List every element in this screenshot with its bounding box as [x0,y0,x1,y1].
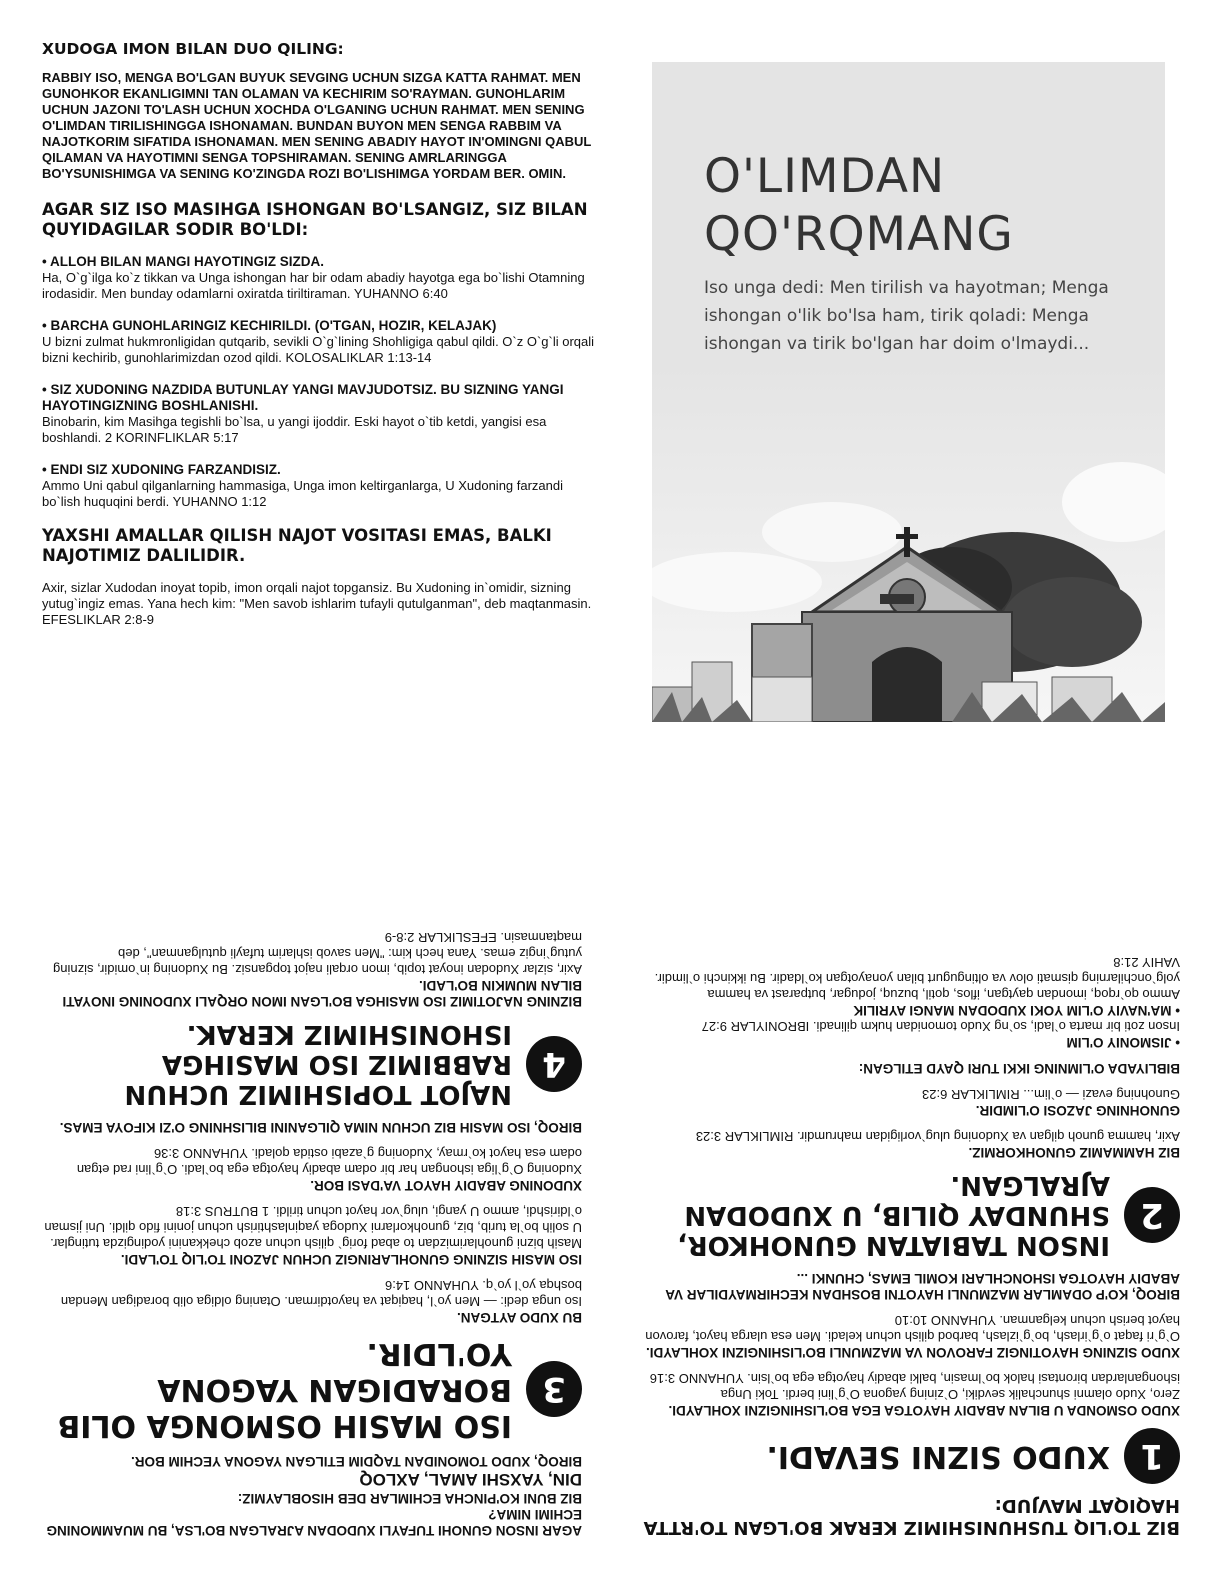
s1-p1-label: XUDO OSMONDA U BILAN ABADIY HAYOTGA EGA BO'LISHINGIZNI XOHLAYDI. [668,1403,1180,1418]
section-3-title: ISO MASIH OSMONGA OLIB BORADIGAN YAGONA YO'LDIR. [57,1336,512,1443]
section-3-header [42,1335,582,1443]
cover-title-line-2: QO'RQMANG [704,207,1014,262]
s2-p5-label: • MA'NAVIY O'LIM YOKI XUDODAN MANGI AYRILIK [853,1003,1180,1018]
s1-p3-label: BIROQ, KO'P ODAMLAR MAZMUNLI HAYOTNI BOSHDAN KECHIRMAYDILAR VA ABADIY HAYOTGA ISHONCHLARI KOMIL EMAS, CHUNKI ... [665,1271,1180,1302]
point-3-label: • SIZ XUDONING NAZDIDA BUTUNLAY YANGI MAVJUDOTSIZ. BU SIZNING YANGI HAYOTINGIZNING BOSHLANISHI. [42,382,564,413]
s3-p4-label: BIROQ, ISO MASIH BIZ UCHUN NIMA QILGANINI BILISHNING O'ZI KIFOYA EMAS. [59,1120,582,1135]
prayer-section [42,40,602,628]
s1-p2-label: XUDO SIZNING HAYOTINGIZ FAROVON VA MAZMUNLI BO'LISHINGIZNI XOHLAYDI. [646,1345,1180,1360]
s3-p3-label: XUDONING ABADIY HAYOT VA'DASI BOR. [310,1178,582,1193]
works-heading: YAXSHI AMALLAR QILISH NAJOT VOSITASI EMAS, BALKI NAJOTIMIZ DALILIDIR. [42,526,552,565]
prayer-title: XUDOGA IMON BILAN DUO QILING: [42,40,344,58]
cover-verse: Iso unga dedi: Men tirilish va hayotman; Menga ishongan o'lik bo'lsa ham, tirik qoladi: Menga ishongan va tirik bo'lgan har doim o'lmaydi... [704,278,1109,354]
point-2-label: • BARCHA GUNOHLARINGIZ KECHIRILDI. (O'TGAN, HOZIR, KELAJAK) [42,318,497,333]
point-3-text: Binobarin, kim Masihga tegishli bo`lsa, u yangi ijoddir. Eski hayot o`tib ketdi, yangisi esa boshlandi. 2 KORINFLIKLAR 5:17 [42,414,547,445]
section-1-header [640,1428,1180,1484]
s1-p2-text: O`g`ri faqat o`g`irlash, bo`g`izlash, barbod qilish uchun keladi. Men esa ularga hayot, farovon hayot berish uchun kelganman. YUHANNO 10:10 [645,1313,1180,1344]
section-2-title: INSON TABIATAN GUNOHKOR, SHUNDAY QILIB, U XUDODAN AJRALGAN. [677,1170,1110,1260]
point-1-label: • ALLOH BILAN MANGI HAYOTINGIZ SIZDA. [42,254,324,269]
section-4-title: NAJOT TOPISHIMIZ UCHUN RABBIMIZ ISO MASIHGA ISHONISHIMIZ KERAK. [124,1019,512,1109]
s3-p1-text: Iso unga dedi: — Men yo`l, haqiqat va hayotdirman. Otaning oldiga olib boradigan Mendan boshqa yo`l yo`q. YUHANNO 14:6 [60,1278,582,1309]
point-4 [42,462,602,510]
point-4-text: Ammo Uni qabul qilganlarning hammasiga, Unga imon keltirganlarga, U Xudoning farzandi bo`lish huquqini berdi. YUHANNO 1:12 [42,478,564,509]
s2-p5-text: Ammo qo`rqoq, imondan qaytgan, iflos, qotil, buzuq, jodugar, butparast va hamma yolg`onchilarning qismati olov va oltingugurt bilan yonayotgan ko`ldadir. Bu ikkinchi o`limdir. VAHIY 21:8 [654,955,1180,1002]
four-truths-intro: BIZ TO'LIQ TUSHUNISHIMIZ KERAK BO'LGAN TO'RTTA HAQIQAT MAVJUD: [643,1495,1180,1538]
s3-p1-label: BU XUDO AYTGAN. [456,1310,582,1325]
section-3-number: 3 [526,1361,582,1417]
only-solution: BIROQ, XUDO TOMONIDAN TAQDIM ETILGAN YAGONA YECHIM BOR. [130,1454,582,1469]
cover-title-line-1: O'LIMDAN [704,149,946,204]
prayer-text: RABBIY ISO, MENGA BO'LGAN BUYUK SEVGING UCHUN SIZGA KATTA RAHMAT. MEN GUNOHKOR EKANLIGIMNI TAN OLAMAN VA KECHIRIM SO'RAYMAN. GUNOHLARIM UCHUN JAZONI TO'LASH UCHUN XOCHDA O'LGANING UCHUN RAHMAT. MEN SENING O'LIMDAN TIRILISHINGGA ISHONAMAN. BUNDAN BUYON MEN SENGA RABBIM VA NAJOTKORIM SIFATIDA ISHONAMAN. MEN SENING ABADIY HAYOT IN'OMINGNI QABUL QILAMAN VA HAYOTIMNI SENGA TOPSHIRAMAN. SENING AMRLARINGGA BO'YSUNISHIMGA VA SENING KO'ZINGDA ROZI BO'LISHIMGA YORDAM BER. OMIN. [42,70,592,181]
s3-p3-text: Xudoning O`g`liga ishongan har bir odam abadiy hayotga ega bo`ladi. O`g`lini rad etgan odam esa hayot ko`rmay, Xudoning g`azabi ostida qoladi. YUHANNO 3:36 [76,1146,582,1177]
section-4-number: 4 [526,1036,582,1092]
solution-question: AGAR INSON GUNOHI TUFAYLI XUDODAN AJRALGAN BO'LSA, BU MUAMMONING ECHIMI NIMA? [46,1507,582,1538]
section-1-title: XUDO SIZNI SEVADI. [766,1439,1110,1474]
solutions-intro: BIZ BUNI KO'PINCHA ECHIMLAR DEB HISOBLAYMIZ: [237,1491,582,1506]
s2-p1-label: BIZ HAMMAMIZ GUNOHKORMIZ. [968,1145,1180,1160]
s2-p2-label: GUNOHNING JAZOSI O'LIMDIR. [975,1103,1180,1118]
cover-title [704,148,1014,264]
section-2-number: 2 [1124,1187,1180,1243]
section-4-header [42,1019,582,1109]
s3-p2-text: Masih bizni gunohlarimizdan to abad forig` qilish uchun azob chekkanini yodingizda tutinglar. U solih bo`la turib, biz, gunohkorlarni Xudoga yaqinlashtirish uchun jonini fido qildi. Uni jisman o`ldirishdi, ammo U yangi, ulug`vor hayot uchun tirildi. 1 BUTRUS 3:18 [44,1204,582,1251]
s2-p4-text: Inson zoti bir marta o`ladi, so`ng Xudo tomonidan hukm qilinadi. IBRONIYLAR 9:27 [701,1019,1180,1034]
s1-p1-text: Zero, Xudo olamni shunchalik sevdiki, O`zining yagona O`g`lini berdi. Toki Unga ishonganlardan birontasi halok bo`lmasin, balki abadiy hayotga ega bo`lsin. YUHANNO 3:16 [649,1371,1180,1402]
point-3 [42,382,602,446]
s3-p2-label: ISO MASIH SIZNING GUNOHLARINGIZ UCHUN JAZONI TO'LIQ TO'LADI. [120,1252,582,1267]
s2-p4-label: • JISMONIY O'LIM [1066,1035,1180,1050]
church-cemetery-photo [652,362,1165,722]
works-text: Axir, sizlar Xudodan inoyat topib, imon orqali najot topgansiz. Bu Xudoning in`omidir, sizning yutug`ingiz emas. Yana hech kim: "Men savob ishlarim tufayli qutulganman", deb maqtanmasin. EFESLIKLAR 2:8-9 [42,580,592,627]
point-2 [42,318,602,366]
cover-panel [652,62,1165,722]
s4-p1-label: BIZNING NAJOTIMIZ ISO MASIHGA BO'LGAN IMON ORQALI XUDONING INOYATI BILAN MUMKIN BO'LADI. [62,978,582,1009]
section-1-number: 1 [1124,1428,1180,1484]
s4-p1-text: Axir, sizlar Xudodan inoyat topib, imon orqali najot topgansiz. Bu Xudoning in`omidir, sizning yutug`ingiz emas. Yana hech kim: "Men savob ishlarim tufayli qutulganman", deb maqtanmasin. EFESLIKLAR 2:8-9 [53,930,582,977]
solutions-list: DIN, YAXSHI AMAL, AXLOQ [359,1470,582,1489]
panel-sections-1-2 [640,818,1180,1538]
s2-p1-text: Axir, hamma gunoh qilgan va Xudoning ulug`vorligidan mahrumdir. RIMLIKLAR 3:23 [695,1129,1180,1144]
believers-heading: AGAR SIZ ISO MASIHGA ISHONGAN BO'LSANGIZ, SIZ BILAN QUYIDAGILAR SODIR BO'LDI: [42,200,588,239]
panel-sections-3-4 [42,818,582,1538]
section-2-header [640,1170,1180,1260]
point-1 [42,254,602,302]
s2-p2-text: Gunohning evazi — o`lim... RIMLIKLAR 6:23 [922,1087,1180,1102]
point-2-text: U bizni zulmat hukmronligidan qutqarib, sevikli O`g`lining Shohligiga qabul qildi. O`z O`g`li orqali bizni kechirib, gunohlarimizdan ozod qildi. KOLOSALIKLAR 1:13-14 [42,334,595,365]
point-4-label: • ENDI SIZ XUDONING FARZANDISIZ. [42,462,281,477]
point-1-text: Ha, O`g`ilga ko`z tikkan va Unga ishongan har bir odam abadiy hayotga ega bo`lishi Otamning irodasidir. Men bunday odamlarni oxiratda tiriltiraman. YUHANNO 6:40 [42,270,585,301]
s2-p3-label: BIBLIYADA O'LIMNING IKKI TURI QAYD ETILGAN: [858,1061,1180,1076]
